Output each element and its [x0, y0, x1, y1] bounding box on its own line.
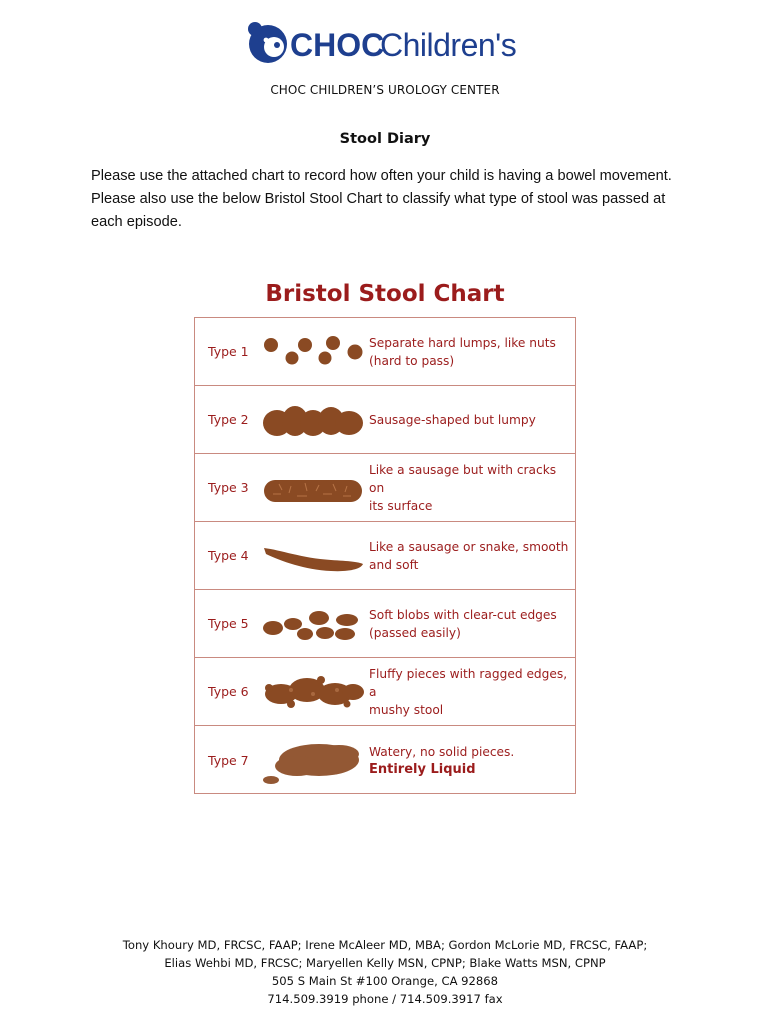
fluffy-pieces-icon: [261, 664, 367, 720]
footer-address: 505 S Main St #100 Orange, CA 92868: [271, 974, 499, 988]
type-description-line-1: Watery, no solid pieces.: [369, 744, 515, 759]
type-description-line-2: mushy stool: [369, 702, 444, 717]
type-description-line-1: Like a sausage or snake, smooth: [369, 539, 569, 554]
logo-brand-bold: CHOC: [290, 27, 385, 63]
bristol-stool-chart: [194, 317, 576, 794]
bear-face-icon: [248, 22, 287, 63]
type-description: [369, 726, 573, 795]
choc-childrens-logo: [244, 20, 534, 68]
footer: [0, 936, 770, 1008]
footer-staff-line-1: Tony Khoury MD, FRCSC, FAAP; Irene McAleer MD, MBA; Gordon McLorie MD, FRCSC, FAAP;: [122, 938, 648, 952]
type-description: [369, 454, 573, 521]
type-description-line-2: (hard to pass): [369, 353, 455, 368]
soft-blobs-icon: [261, 596, 367, 652]
type-label: Type 7: [208, 753, 249, 768]
hard-lumps-icon: [261, 324, 367, 380]
type-description-line-1: Fluffy pieces with ragged edges, a: [369, 666, 568, 699]
intro-paragraph: Please use the attached chart to record how often your child is having a bowel movement. Please also use the below Bristol Stool Chart to classify what type of stool was passed at each episode.: [91, 168, 672, 230]
footer-phone-fax: 714.509.3919 phone / 714.509.3917 fax: [267, 992, 503, 1006]
chart-row-type-2: [195, 386, 575, 454]
type-label: Type 5: [208, 616, 249, 631]
type-label: Type 6: [208, 684, 249, 699]
type-label: Type 3: [208, 480, 249, 495]
footer-staff-line-2: Elias Wehbi MD, FRCSC; Maryellen Kelly MSN, CPNP; Blake Watts MSN, CPNP: [164, 956, 606, 970]
type-description-line-1: Soft blobs with clear-cut edges: [369, 607, 557, 622]
type-description-line-2: and soft: [369, 557, 419, 572]
type-label: Type 2: [208, 412, 249, 427]
type-description: [369, 386, 573, 453]
chart-row-type-3: [195, 454, 575, 522]
type-description-line-2: its surface: [369, 498, 433, 513]
type-description: [369, 590, 573, 657]
cracked-sausage-icon: [261, 460, 367, 516]
type-description-line-2: (passed easily): [369, 625, 461, 640]
type-description: [369, 522, 573, 589]
chart-row-type-6: [195, 658, 575, 726]
type-description-line-2: Entirely Liquid: [369, 761, 476, 777]
type-description-line-1: Sausage-shaped but lumpy: [369, 412, 536, 427]
type-description: [369, 658, 573, 725]
chart-row-type-4: [195, 522, 575, 590]
chart-row-type-5: [195, 590, 575, 658]
document-title: Stool Diary: [339, 131, 431, 147]
type-description: [369, 318, 573, 385]
liquid-puddle-icon: [261, 732, 367, 788]
chart-row-type-1: [195, 318, 575, 386]
logo-brand-light: Children's: [380, 27, 517, 63]
chart-title: Bristol Stool Chart: [265, 281, 505, 307]
center-name: CHOC CHILDREN’S UROLOGY CENTER: [270, 83, 500, 97]
type-description-line-1: Separate hard lumps, like nuts: [369, 335, 556, 350]
type-label: Type 4: [208, 548, 249, 563]
type-description-line-1: Like a sausage but with cracks on: [369, 462, 557, 495]
type-label: Type 1: [208, 344, 249, 359]
smooth-snake-icon: [261, 528, 367, 584]
lumpy-sausage-icon: [261, 392, 367, 448]
chart-row-type-7: [195, 726, 575, 795]
